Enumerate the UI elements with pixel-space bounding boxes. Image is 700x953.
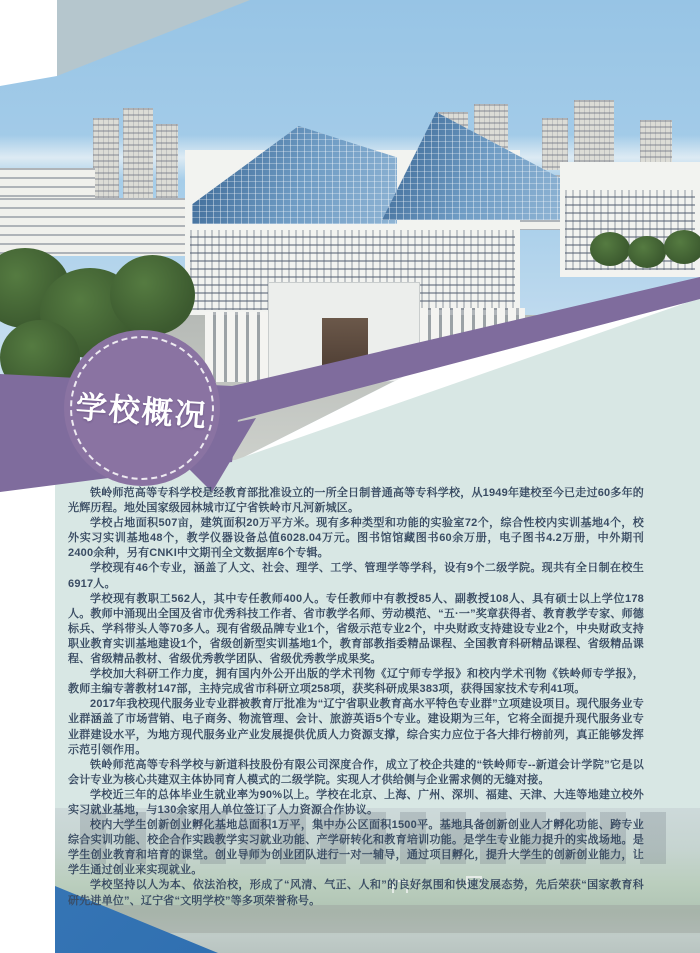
overview-paragraph: 学校近三年的总体毕业生就业率为90%以上。学校在北京、上海、广州、深圳、福建、天津、大连等地建立校外实习就业基地，与130余家用人单位签订了人力资源合作协议。 — [68, 788, 644, 816]
overview-paragraph: 校内大学生创新创业孵化基地总面积1万平，集中办公区面积1500平。基地具备创新创业人才孵化功能、跨专业综合实训功能、校企合作实践教学实习就业功能、产学研转化和教育培训功能。是学生专业能力提升的实战场地。是学生创业教育和培育的课堂。创业导师为创业团队进行一对一辅导，通过项目孵化，提升大学生的创新创业能力，让学生通过创业来实现就业。 — [68, 819, 644, 877]
overview-paragraph: 2017年我校现代服务业专业群被教育厅批准为“辽宁省职业教育高水平特色专业群”立项建设项目。现代服务业专业群涵盖了市场营销、电子商务、物流管理、会计、旅游英语5个专业。建设期为三年，它将全面提升现代服务业专业群建设水平，为地方现代服务业产业发展提供优质人力资源支撑，综合实力应位于各大排行榜前列，真正能够发挥示范引领作用。 — [68, 698, 644, 756]
overview-paragraph: 学校现有教职工562人，其中专任教师400人。专任教师中有教授85人、副教授108人、具有硕士以上学位178人。教师中涌现出全国及省市优秀科技工作者、省市教学名师、劳动模范、“五·一”奖章获得者、教育教学专家、师德标兵、学科带头人等70多人。现有省级品牌专业1个，省级示范专业2个，中央财政支持建设专业2个，中央财政支持职业教育实训基地建设1个，省级创新型实训基地1个，教育部教指委精品课程、全国教育科研精品课程、省级精品课程、省级精品教材、省级优秀教学团队、省级优秀教学成果奖。 — [68, 592, 644, 666]
distant-tower — [574, 100, 614, 170]
overview-paragraph: 铁岭师范高等专科学校与新道科技股份有限公司深度合作，成立了校企共建的“铁岭师专--新道会计学院”它是以会计专业为核心共建双主体协同育人模式的二级学院。实现人才供给侧与企业需求侧的无缝对接。 — [68, 758, 644, 786]
overview-paragraph: 学校加大科研工作力度，拥有国内外公开出版的学术刊物《辽宁师专学报》和校内学术刊物《铁岭师专学报》，教师主编专著教材147部，主持完成省市科研立项258项，获奖科研成果383项，获得国家技术专利41项。 — [68, 668, 644, 696]
left-margin-strip — [0, 828, 55, 953]
distant-tower — [93, 118, 119, 206]
distant-tower — [156, 124, 178, 206]
overview-paragraph: 铁岭师范高等专科学校是经教育部批准设立的一所全日制普通高等专科学校，从1949年建校至今已走过60多年的光辉历程。地处国家级园林城市辽宁省铁岭市凡河新城区。 — [68, 487, 644, 515]
distant-tower — [640, 120, 672, 168]
section-title: 学校概况 — [74, 388, 209, 434]
overview-paragraphs — [68, 486, 644, 909]
tree — [628, 236, 666, 268]
overview-paragraph: 学校占地面积507亩，建筑面积20万平方米。现有多种类型和功能的实验室72个，综合性校内实训基地4个，校外实习实训基地48个，教学仪器设备总值6028.04万元。图书馆馆藏图书60余万册，电子图书4.2万册，中外期刊2400余种，另有CNKI中文期刊全文数据库6个专辑。 — [68, 517, 644, 560]
tree — [664, 230, 700, 264]
tree — [110, 255, 195, 335]
tree — [590, 232, 630, 266]
overview-paragraph: 学校坚持以人为本、依法治校，形成了“风清、气正、人和”的良好氛围和快速发展态势，先后荣获“国家教育科研先进单位”、辽宁省“文明学校”等多项荣誉称号。 — [68, 879, 644, 907]
overview-paragraph: 学校现有46个专业，涵盖了人文、社会、理学、工学、管理学等学科，设有9个二级学院。现共有全日制在校生6917人。 — [68, 562, 644, 590]
distant-tower — [123, 108, 153, 206]
section-badge — [64, 330, 220, 486]
